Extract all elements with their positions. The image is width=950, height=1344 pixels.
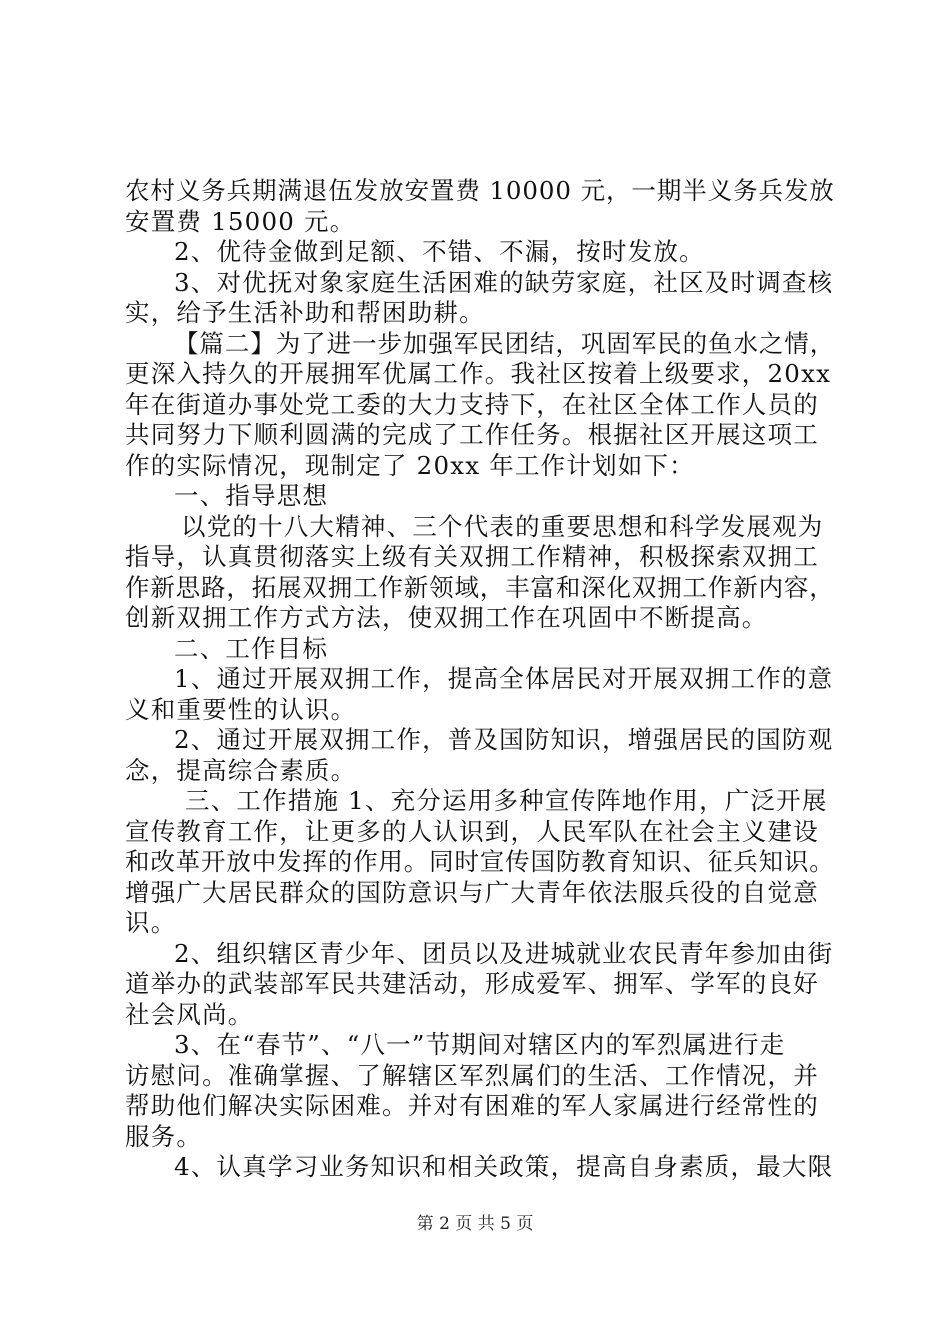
text-line: 农村义务兵期满退伍发放安置费 10000 元，一期半义务兵发放 xyxy=(125,176,835,205)
text-line: 指导，认真贯彻落实上级有关双拥工作精神，积极探索双拥工 xyxy=(125,542,819,571)
text-line: 作的实际情况，现制定了 20xx 年工作计划如下： xyxy=(125,451,695,480)
text-line: 共同努力下顺利圆满的完成了工作任务。根据社区开展这项工 xyxy=(125,420,819,449)
text-line: 【篇二】为了进一步加强军民团结，巩固军民的鱼水之情， xyxy=(174,329,836,358)
text-line: 4、认真学习业务知识和相关政策，提高自身素质，最大限 xyxy=(174,1152,834,1181)
text-line: 和改革开放中发挥的作用。同时宣传国防教育知识、征兵知识。 xyxy=(125,847,835,876)
text-line: 义和重要性的认识。 xyxy=(125,695,357,724)
text-line: 2、组织辖区青少年、团员以及进城就业农民青年参加由街 xyxy=(174,939,834,968)
text-line: 增强广大居民群众的国防意识与广大青年依法服兵役的自觉意 xyxy=(125,878,819,907)
text-line: 帮助他们解决实际困难。并对有困难的军人家属进行经常性的 xyxy=(125,1091,819,1120)
text-line: 三、工作措施 1、充分运用多种宣传阵地作用，广泛开展 xyxy=(185,786,828,815)
text-line: 作新思路，拓展双拥工作新领域，丰富和深化双拥工作新内容， xyxy=(125,573,835,602)
text-line: 识。 xyxy=(125,908,177,937)
section-heading: 二、工作目标 xyxy=(174,634,329,663)
text-line: 创新双拥工作方式方法，使双拥工作在巩固中不断提高。 xyxy=(125,603,768,632)
text-line: 3、对优抚对象家庭生活困难的缺劳家庭，社区及时调查核 xyxy=(174,268,834,297)
text-line: 宣传教育工作，让更多的人认识到，人民军队在社会主义建设 xyxy=(125,817,819,846)
text-line: 安置费 15000 元。 xyxy=(125,207,356,236)
text-line: 3、在“春节”、“八一”节期间对辖区内的军烈属进行走 xyxy=(174,1030,786,1059)
text-line: 念，提高综合素质。 xyxy=(125,756,357,785)
text-line: 道举办的武装部军民共建活动，形成爱军、拥军、学军的良好 xyxy=(125,969,819,998)
text-line: 1、通过开展双拥工作，提高全体居民对开展双拥工作的意 xyxy=(174,664,834,693)
page-footer: 第 2 页 共 5 页 xyxy=(416,1214,534,1234)
text-line: 实，给予生活补助和帮困助耕。 xyxy=(125,298,485,327)
text-line: 2、通过开展双拥工作，普及国防知识，增强居民的国防观 xyxy=(174,725,834,754)
text-line: 访慰问。准确掌握、了解辖区军烈属们的生活、工作情况，并 xyxy=(125,1061,819,1090)
text-line: 服务。 xyxy=(125,1122,203,1151)
text-line: 以党的十八大精神、三个代表的重要思想和科学发展观为 xyxy=(181,512,824,541)
text-line: 2、优待金做到足额、不错、不漏，按时发放。 xyxy=(174,237,705,266)
section-heading: 一、指导思想 xyxy=(174,481,329,510)
text-line: 更深入持久的开展拥军优属工作。我社区按着上级要求，20xx xyxy=(125,359,832,388)
text-line: 社会风尚。 xyxy=(125,1000,254,1029)
text-line: 年在街道办事处党工委的大力支持下，在社区全体工作人员的 xyxy=(125,390,819,419)
